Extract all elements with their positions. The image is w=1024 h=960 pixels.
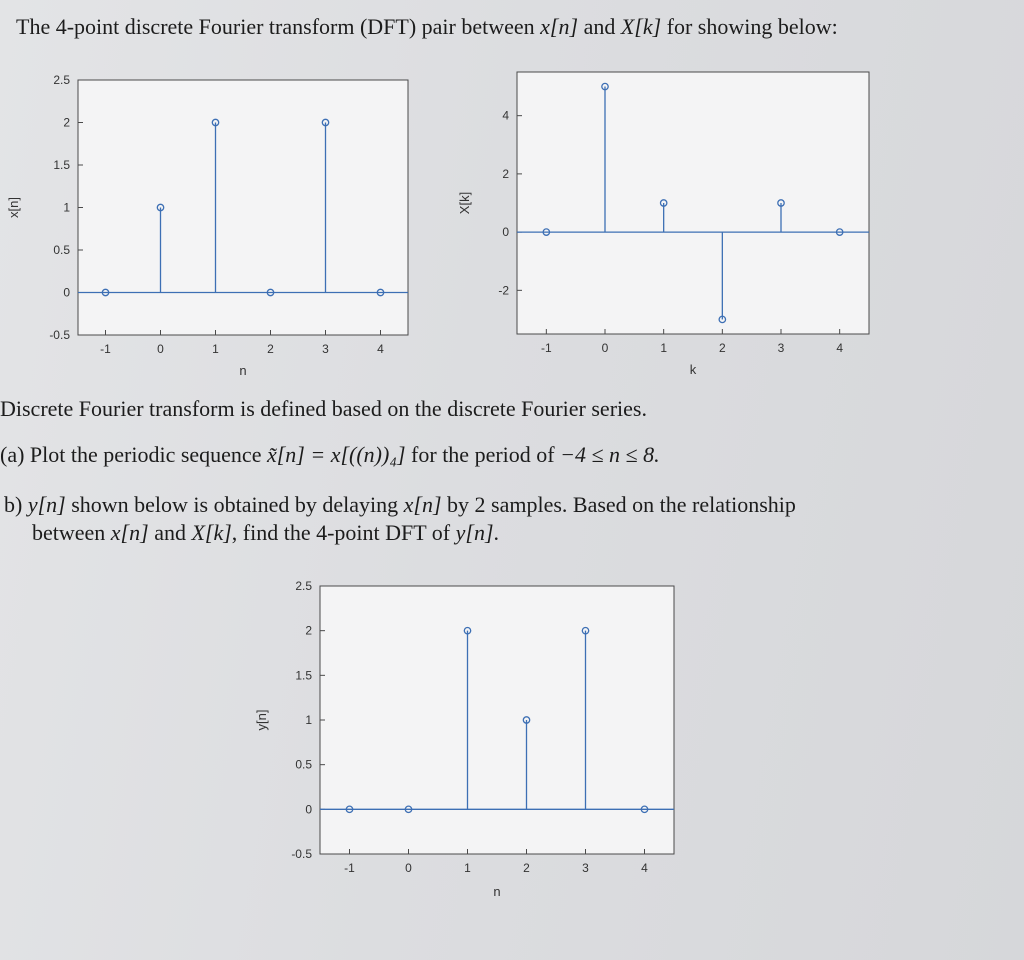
x-tick-label: 4: [641, 861, 648, 875]
x-tick-label: 1: [464, 861, 471, 875]
x-tick-label: 4: [377, 342, 384, 356]
plot-area: [517, 72, 869, 334]
part-b-line2-prefix: between: [32, 520, 106, 545]
intro-suffix: for showing below:: [666, 14, 838, 39]
x-tick-label: 0: [601, 341, 609, 355]
x-tick-label: 2: [523, 861, 530, 875]
x-tick-label: 2: [267, 342, 274, 356]
x-axis-label: k: [689, 362, 697, 377]
definition-line: Discrete Fourier transform is defined based on the discrete Fourier series.: [0, 396, 647, 421]
x-tick-label: -1: [100, 342, 111, 356]
y-tick-label: 0.5: [295, 757, 312, 772]
y-tick-label: -0.5: [291, 847, 312, 861]
part-a-text: Plot the periodic sequence: [29, 442, 262, 467]
x-tick-label: 3: [322, 342, 329, 356]
intro-var-Xk: X[k]: [620, 14, 662, 39]
x-tick-label: 1: [660, 341, 668, 355]
part-b-line2-text: , find the 4-point DFT of: [231, 520, 451, 545]
y-tick-label: 2: [305, 623, 312, 638]
plot-xn-svg: [0, 72, 420, 392]
y-tick-label: 1: [305, 713, 312, 727]
plot-Xk-svg: [455, 60, 885, 390]
intro-prefix: The 4-point discrete Fourier transform (DFT) pair between: [16, 14, 535, 39]
x-tick-label: 3: [777, 341, 785, 355]
y-tick-label: -0.5: [49, 328, 70, 342]
x-tick-label: -1: [540, 341, 552, 355]
y-tick-label: 0: [305, 802, 312, 817]
x-tick-label: 2: [718, 341, 726, 355]
y-tick-label: 1.5: [53, 158, 70, 172]
y-tick-label: 2: [63, 115, 70, 130]
part-b-line2-x: x[n]: [110, 520, 149, 545]
y-tick-label: 0: [502, 225, 509, 240]
x-axis-label: n: [493, 884, 501, 899]
intro-and: and: [583, 14, 616, 39]
part-a-line: [0, 442, 660, 468]
part-b-line2-end: .: [493, 520, 500, 545]
plot-Xk: [455, 60, 885, 395]
plot-area: [320, 586, 674, 854]
y-tick-label: 2.5: [53, 73, 70, 87]
part-a-label: (a): [0, 442, 25, 467]
y-axis-label: X[k]: [457, 191, 472, 215]
y-tick-label: 0: [63, 285, 70, 300]
part-a-math: x̃[n] = x[((n))₄]: [266, 442, 406, 467]
part-b-line2: [32, 520, 499, 546]
y-axis-label: y[n]: [254, 709, 269, 731]
part-b-line2-and: and: [154, 520, 186, 545]
x-tick-label: 1: [212, 342, 219, 356]
y-tick-label: 2.5: [295, 579, 312, 593]
part-a-range: −4 ≤ n ≤ 8.: [560, 442, 660, 467]
part-b-line1: [4, 492, 796, 518]
x-tick-label: 0: [405, 861, 412, 875]
part-b-var-y: y[n]: [27, 492, 66, 517]
y-tick-label: 4: [502, 108, 509, 123]
x-tick-label: 3: [582, 861, 589, 875]
plot-area: [78, 80, 408, 335]
y-tick-label: 1: [63, 200, 70, 215]
x-tick-label: 0: [157, 342, 164, 356]
y-axis-label: x[n]: [6, 197, 21, 218]
plot-yn-svg: [248, 572, 688, 902]
part-b-line2-y: y[n]: [455, 520, 494, 545]
x-tick-label: 4: [836, 341, 844, 355]
part-b-var-x: x[n]: [403, 492, 442, 517]
y-tick-label: -2: [498, 283, 509, 298]
y-tick-label: 2: [502, 166, 509, 181]
part-b-label: b): [4, 492, 23, 517]
part-a-suffix: for the period of: [411, 442, 555, 467]
plot-yn: [248, 572, 688, 907]
x-axis-label: n: [239, 363, 247, 378]
part-b-text1: shown below is obtained by delaying: [71, 492, 399, 517]
part-b-text2: by 2 samples. Based on the relationship: [447, 492, 796, 517]
part-b-line2-X: X[k]: [191, 520, 232, 545]
intro-var-xn: x[n]: [540, 14, 579, 39]
intro-line: [16, 14, 838, 40]
plot-xn: [0, 72, 420, 397]
y-tick-label: 0.5: [53, 243, 70, 257]
x-tick-label: -1: [344, 861, 355, 875]
y-tick-label: 1.5: [295, 668, 312, 683]
